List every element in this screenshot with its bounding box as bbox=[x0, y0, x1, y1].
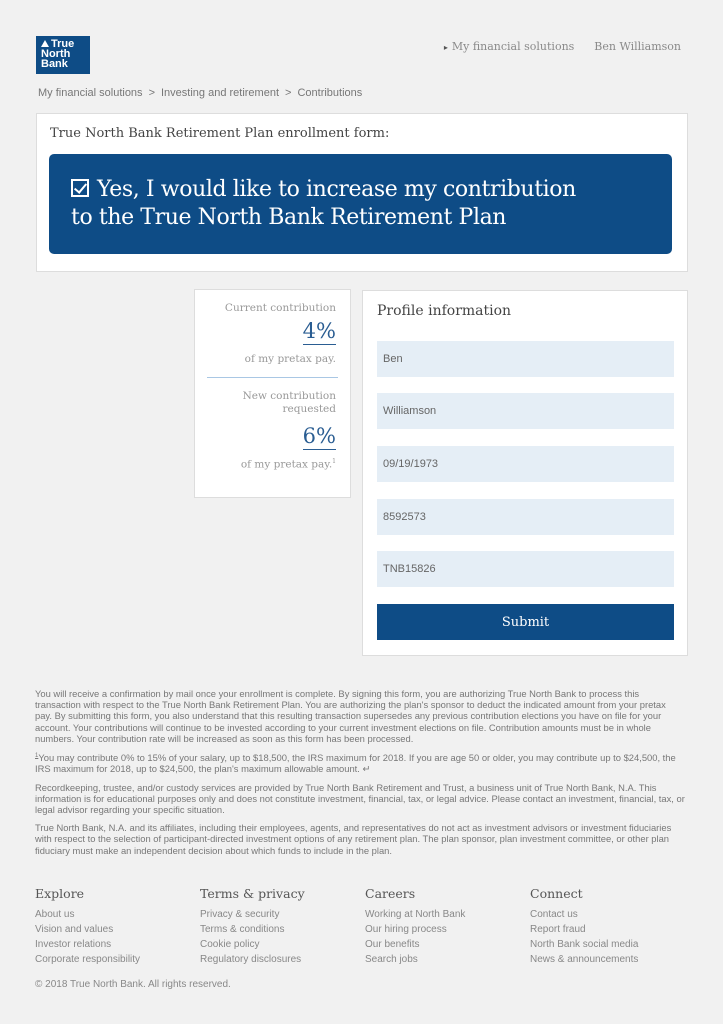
caret-right-icon: ▸ bbox=[443, 43, 448, 52]
checkbox-checked-icon[interactable] bbox=[71, 179, 89, 197]
current-contribution-label: Current contribution bbox=[224, 302, 336, 314]
increase-line2: to the True North Bank Retirement Plan bbox=[71, 205, 507, 230]
footer-link[interactable]: Cookie policy bbox=[200, 939, 260, 950]
north-arrow-icon bbox=[41, 40, 49, 47]
enrollment-card bbox=[36, 113, 688, 272]
profile-information-card bbox=[362, 290, 688, 656]
breadcrumb-item-solutions[interactable]: My financial solutions bbox=[38, 87, 143, 99]
bank-logo[interactable] bbox=[36, 36, 90, 74]
breadcrumb-separator: > bbox=[285, 87, 292, 99]
footer-heading: Connect bbox=[530, 886, 583, 901]
footer-column-connect bbox=[530, 886, 695, 967]
footer-column-explore bbox=[35, 886, 200, 967]
footer-link[interactable]: Terms & conditions bbox=[200, 924, 285, 935]
footnote-marker[interactable]: 1 bbox=[332, 458, 336, 465]
id-number-field[interactable] bbox=[377, 499, 674, 535]
enrollment-title: True North Bank Retirement Plan enrollment form: bbox=[50, 126, 390, 141]
breadcrumb-separator: > bbox=[148, 87, 155, 99]
new-contribution-label-2: requested bbox=[282, 403, 336, 415]
new-contribution-label-1: New contribution bbox=[242, 390, 336, 402]
logo-text-line2: North bbox=[41, 48, 71, 60]
footer-link[interactable]: Our benefits bbox=[365, 939, 420, 950]
copyright: © 2018 True North Bank. All rights reserved. bbox=[35, 979, 231, 990]
new-contribution-sub: of my pretax pay. bbox=[240, 458, 333, 471]
submit-button[interactable]: Submit bbox=[377, 604, 674, 640]
date-of-birth-field[interactable] bbox=[377, 446, 674, 482]
top-navigation bbox=[444, 40, 681, 53]
first-name-field[interactable] bbox=[377, 341, 674, 377]
new-contribution-value[interactable]: 6% bbox=[302, 424, 336, 448]
solutions-label: My financial solutions bbox=[451, 40, 575, 53]
breadcrumb-item-investing[interactable]: Investing and retirement bbox=[161, 87, 280, 99]
my-financial-solutions-link[interactable] bbox=[444, 40, 574, 53]
footer-column-terms bbox=[200, 886, 365, 967]
breadcrumb bbox=[38, 87, 362, 99]
footer-link[interactable]: Investor relations bbox=[35, 939, 112, 950]
footnote-number: 1 bbox=[35, 753, 39, 760]
footer-link[interactable]: Contact us bbox=[530, 909, 578, 920]
footer bbox=[35, 886, 695, 967]
footer-link[interactable]: North Bank social media bbox=[530, 939, 639, 950]
footer-link[interactable]: Our hiring process bbox=[365, 924, 447, 935]
last-name-field[interactable] bbox=[377, 393, 674, 429]
breadcrumb-item-contributions: Contributions bbox=[297, 87, 363, 99]
footer-link[interactable]: Corporate responsibility bbox=[35, 954, 141, 965]
divider bbox=[207, 377, 338, 378]
footer-heading: Careers bbox=[365, 886, 416, 901]
current-contribution-value: 4% bbox=[302, 319, 336, 343]
increase-line1: Yes, I would like to increase my contribution bbox=[97, 177, 576, 202]
footnote-text: You may contribute 0% to 15% of your salary, up to $18,500, the IRS maximum for 2018. If you are age 50 or older, you may contribute up to $24,500, the IRS maximum for 2018, up to $24,500, the plan's maximum allowable amount. ↵ bbox=[35, 752, 676, 775]
footer-link[interactable]: Working at North Bank bbox=[365, 909, 466, 920]
disclaimer-paragraph: Recordkeeping, trustee, and/or custody services are provided by True North Bank Retirement and Trust, a business unit of True North Bank, N.A. This information is for educational purposes only and does not constitute investment, financial, tax, or legal advice. Please contact an investment, financial, tax, or legal advisor regarding your specific situation. bbox=[35, 781, 685, 815]
disclaimer-paragraph: You will receive a confirmation by mail once your enrollment is complete. By signing this form, you are authorizing True North Bank to process this transaction with respect to the True North Bank Retirement Plan. You are authorizing the plan's sponsor to deduct the indicated amount from your pretax pay. By submitting this form, you also understand that this resulting transaction supersedes any previous contribution elections you have on file for your account. Your contributions will continue to be invested according to your current investment elections on file. Contribution amounts must be in whole numbers. Your contribution rate will be increased as soon as this form has been processed. bbox=[35, 688, 666, 744]
disclaimer bbox=[35, 688, 685, 863]
footer-link[interactable]: Privacy & security bbox=[200, 909, 280, 920]
footnote-paragraph bbox=[35, 751, 685, 775]
disclaimer-paragraph: True North Bank, N.A. and its affiliates, including their employees, agents, and representatives do not act as investment advisors or investment fiduciaries with respect to the selection of participant-directed investment options of any retirement plan. The plan sponsor, plan investment committee, or other plan fiduciary must make an independent decision about which funds to include in the plan. bbox=[35, 822, 672, 856]
increase-contribution-option[interactable] bbox=[49, 154, 672, 254]
footer-link[interactable]: About us bbox=[35, 909, 75, 920]
footer-link[interactable]: Regulatory disclosures bbox=[200, 954, 302, 965]
account-number-field[interactable] bbox=[377, 551, 674, 587]
footer-column-careers bbox=[365, 886, 530, 967]
footer-heading: Explore bbox=[35, 886, 85, 901]
user-name-link[interactable]: Ben Williamson bbox=[594, 40, 681, 53]
footer-link[interactable]: Search jobs bbox=[365, 954, 418, 965]
footer-heading: Terms & privacy bbox=[200, 886, 305, 901]
profile-title: Profile information bbox=[377, 303, 512, 319]
contribution-summary-card bbox=[194, 289, 351, 498]
current-contribution-sub: of my pretax pay. bbox=[244, 353, 336, 365]
logo-text-line1: True bbox=[51, 38, 75, 50]
footer-link[interactable]: Report fraud bbox=[530, 924, 586, 935]
logo-text-line3: Bank bbox=[41, 58, 68, 70]
footer-link[interactable]: Vision and values bbox=[35, 924, 114, 935]
footer-link[interactable]: News & announcements bbox=[530, 954, 639, 965]
